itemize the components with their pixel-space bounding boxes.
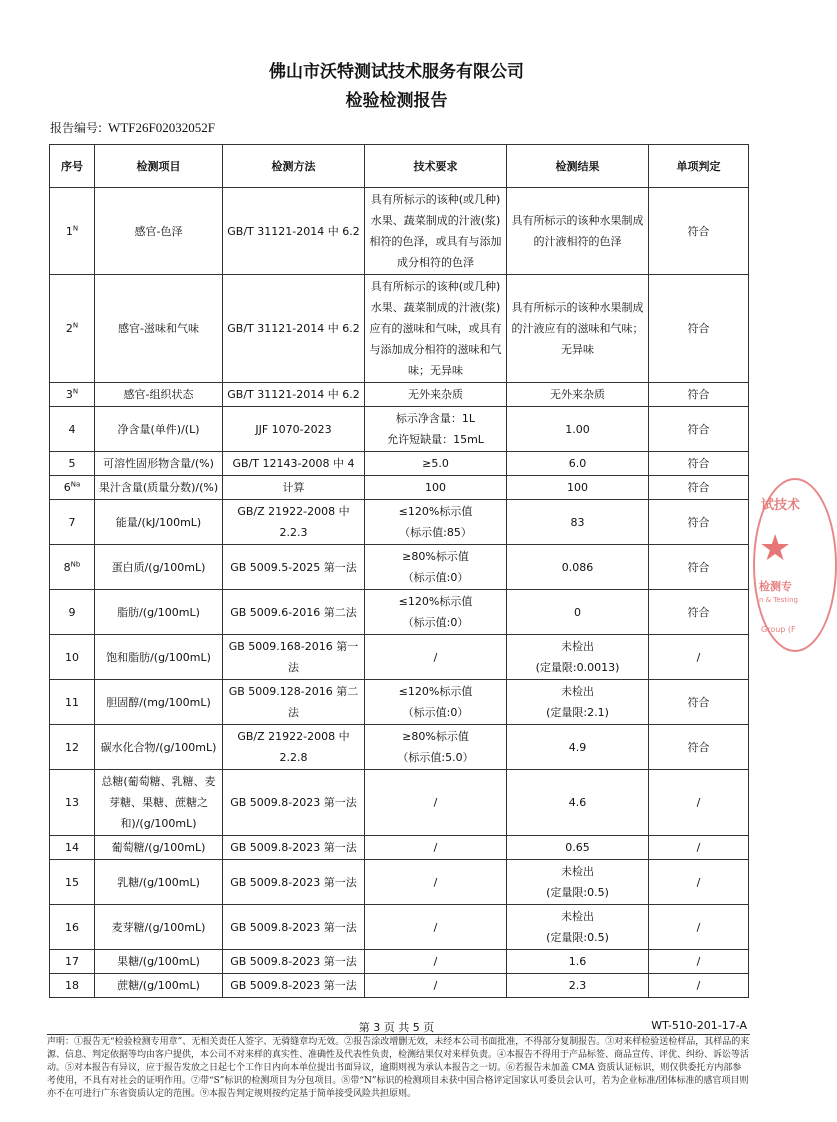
result-cell [507, 452, 649, 476]
test-method-cell [223, 383, 365, 407]
table-row [50, 974, 749, 998]
table-row [50, 545, 749, 590]
judgement-cell [649, 725, 749, 770]
test-item: 感官-滋味和气味 [118, 322, 199, 335]
test-method: GB 5009.8-2023 第一法 [230, 875, 357, 889]
row-number-cell [50, 680, 95, 725]
table-row [50, 725, 749, 770]
result-cell [507, 188, 649, 275]
judgement: 符合 [687, 322, 710, 335]
stamp-text: Group (F [761, 625, 796, 634]
test-method-cell [223, 545, 365, 590]
judgement-cell [649, 383, 749, 407]
result-note: (定量限:0.5) [546, 886, 609, 899]
test-item-cell [95, 950, 223, 974]
requirement-cell [365, 770, 507, 836]
row-number-cell [50, 974, 95, 998]
stamp-text: 检测专 [759, 580, 792, 593]
company-seal-stamp [753, 478, 837, 652]
judgement: 符合 [687, 695, 710, 709]
test-item-cell [95, 545, 223, 590]
judgement-cell [649, 680, 749, 725]
test-item-cell [95, 905, 223, 950]
result: 未检出 [561, 685, 594, 698]
test-method: GB/Z 21922-2008 中 2.2.3 [237, 505, 350, 539]
form-code: WT-510-201-17-A [651, 1019, 747, 1032]
row-number-cell [50, 725, 95, 770]
result: 未检出 [561, 640, 594, 653]
result-note: (定量限:0.0013) [535, 661, 620, 674]
requirement: ≤120%标示值 [398, 505, 473, 518]
judgement-cell [649, 836, 749, 860]
row-number-mark: N [72, 387, 79, 396]
judgement-cell [649, 452, 749, 476]
col-header-item: 检测项目 [95, 145, 223, 188]
result-note: (定量限:2.1) [546, 706, 609, 719]
table-row [50, 452, 749, 476]
test-item: 总糖(葡萄糖、乳糖、麦芽糖、果糖、蔗糖之和)/(g/100mL) [101, 775, 216, 830]
test-item-cell [95, 860, 223, 905]
test-item: 能量/(kJ/100mL) [115, 515, 202, 529]
requirement-cell [365, 635, 507, 680]
row-number: 11 [65, 695, 79, 709]
result-cell [507, 635, 649, 680]
test-method-cell [223, 680, 365, 725]
test-item-cell [95, 725, 223, 770]
test-method-cell [223, 836, 365, 860]
test-item-cell [95, 635, 223, 680]
table-row [50, 635, 749, 680]
test-method: GB 5009.128-2016 第二法 [228, 685, 359, 719]
row-number: 5 [68, 457, 76, 470]
requirement-cell [365, 974, 507, 998]
requirement-cell [365, 383, 507, 407]
test-method-cell [223, 476, 365, 500]
row-number: 18 [65, 979, 79, 992]
test-item: 可溶性固形物含量/(%) [103, 457, 214, 470]
result-cell [507, 275, 649, 383]
result-cell [507, 680, 649, 725]
test-item: 蔗糖/(g/100mL) [117, 979, 200, 992]
requirement: 100 [425, 481, 446, 494]
test-method: GB 5009.5-2025 第一法 [230, 560, 357, 574]
row-number: 1 [65, 224, 73, 238]
judgement-cell [649, 188, 749, 275]
requirement: ≥80%标示值 [402, 550, 469, 563]
test-method-cell [223, 635, 365, 680]
result-cell [507, 725, 649, 770]
row-number: 12 [65, 740, 79, 754]
result-cell [507, 836, 649, 860]
requirement-note: 允许短缺量：15mL [387, 433, 484, 446]
result-cell [507, 974, 649, 998]
test-method-cell [223, 500, 365, 545]
requirement-cell [365, 950, 507, 974]
result: 无外来杂质 [550, 388, 605, 401]
requirement: 具有所标示的该种(或几种)水果、蔬菜制成的汁液(浆)应有的滋味和气味，或具有与添加成分相符的滋味和气味；无异味 [369, 280, 502, 377]
row-number-cell [50, 836, 95, 860]
requirement-cell [365, 725, 507, 770]
judgement: / [696, 650, 701, 664]
result: 4.6 [568, 796, 587, 809]
judgement: / [696, 920, 701, 934]
row-number-cell [50, 383, 95, 407]
table-row [50, 950, 749, 974]
judgement-cell [649, 974, 749, 998]
test-method: GB 5009.8-2023 第一法 [230, 920, 357, 934]
table-row [50, 275, 749, 383]
col-header-no: 序号 [50, 145, 95, 188]
stamp-text: n & Testing [759, 596, 798, 604]
judgement: 符合 [687, 481, 710, 494]
judgement-cell [649, 476, 749, 500]
judgement: 符合 [687, 457, 710, 470]
table-row [50, 188, 749, 275]
test-item-cell [95, 836, 223, 860]
report-number-label: 报告编号: [50, 121, 103, 135]
test-method-cell [223, 725, 365, 770]
judgement: / [696, 796, 701, 809]
requirement: / [433, 841, 438, 854]
requirement-cell [365, 500, 507, 545]
judgement: 符合 [687, 515, 710, 529]
row-number-mark: Na [70, 480, 81, 489]
requirement: / [433, 920, 438, 934]
row-number: 17 [65, 955, 79, 968]
test-method-cell [223, 974, 365, 998]
judgement: 符合 [687, 422, 710, 436]
row-number-cell [50, 275, 95, 383]
row-number: 2 [65, 322, 73, 335]
result-cell [507, 590, 649, 635]
judgement: / [696, 875, 701, 889]
row-number: 8 [63, 560, 71, 574]
requirement-cell [365, 407, 507, 452]
requirement-note: （标示值:0） [402, 706, 469, 719]
report-number-value: WTF26F02032052F [108, 120, 215, 135]
result: 0.086 [561, 560, 594, 574]
test-item: 脂肪/(g/100mL) [117, 605, 200, 619]
requirement: / [433, 955, 438, 968]
test-item-cell [95, 188, 223, 275]
row-number-cell [50, 407, 95, 452]
requirement-cell [365, 545, 507, 590]
requirement: / [433, 796, 438, 809]
test-method-cell [223, 452, 365, 476]
report-title: 检验检测报告 [345, 91, 448, 111]
requirement: / [433, 650, 438, 664]
test-method: GB 5009.8-2023 第一法 [230, 796, 357, 809]
test-method-cell [223, 407, 365, 452]
test-method-cell [223, 950, 365, 974]
test-method: GB 5009.168-2016 第一法 [228, 640, 359, 674]
result-cell [507, 383, 649, 407]
judgement-cell [649, 770, 749, 836]
judgement: 符合 [687, 560, 710, 574]
test-item-cell [95, 452, 223, 476]
result-cell [507, 545, 649, 590]
result: 未检出 [561, 865, 594, 878]
requirement-note: （标示值:0） [402, 571, 469, 584]
footer-divider [47, 1034, 750, 1035]
judgement: / [696, 841, 701, 854]
test-item: 感官-组织状态 [123, 388, 194, 401]
test-item: 净含量(单件)/(L) [117, 422, 200, 436]
table-row [50, 407, 749, 452]
table-row [50, 383, 749, 407]
row-number: 16 [65, 920, 79, 934]
test-item: 饱和脂肪/(g/100mL) [106, 650, 211, 664]
judgement-cell [649, 905, 749, 950]
result: 100 [567, 481, 588, 494]
test-item-cell [95, 500, 223, 545]
result: 4.9 [568, 740, 587, 754]
company-name: 佛山市沃特测试技术服务有限公司 [269, 62, 524, 82]
judgement-cell [649, 545, 749, 590]
result-cell [507, 500, 649, 545]
row-number-cell [50, 950, 95, 974]
disclaimer-text: 声明：①报告无“检验检测专用章”、无相关责任人签字、无骑缝章均无效。②报告涂改增删无效，未经本公司书面批准，不得部分复制报告。③对来样检验送检样品，其样品的来源、信息、判定依据等均由客户提供，本公司不对来样的真实性、准确性及代表性负责，检测结果仅对来样负责。④本报告不得用于产品标签、商品宣传、评优、纠纷、诉讼等活动。⑤对本报告有异议，应于报告发放之日起七个工作日内向本单位提出书面异议，逾期则视为承认本报告之一切。⑥若报告未加盖 CMA 资质认证标识，则仅供委托方内部参考使用，不具有对社会的证明作用。⑦带“S”标识的检测项目为分包项目。⑧带“N”标识的检测项目未获中国合格评定国家认可委员会认可，若为企业标准/团体标准的感官项目则亦不在可进行广东省资质认定的范围。⑨本报告判定规则按约定基于简单接受风险共担原则。 [47, 1037, 750, 1099]
requirement-note: （标示值:85） [399, 526, 472, 539]
result: 83 [570, 515, 585, 529]
row-number-cell [50, 188, 95, 275]
row-number: 13 [65, 796, 79, 809]
test-item-cell [95, 974, 223, 998]
test-method: JJF 1070-2023 [255, 422, 332, 436]
result-cell [507, 770, 649, 836]
row-number-cell [50, 500, 95, 545]
requirement: 无外来杂质 [408, 388, 463, 401]
col-header-result: 检测结果 [507, 145, 649, 188]
row-number-cell [50, 905, 95, 950]
judgement: 符合 [687, 740, 710, 754]
result-cell [507, 407, 649, 452]
row-number-cell [50, 452, 95, 476]
test-method: GB 5009.6-2016 第二法 [230, 605, 357, 619]
test-method: GB 5009.8-2023 第一法 [230, 955, 357, 968]
test-item: 葡萄糖/(g/100mL) [111, 841, 206, 854]
report-number [50, 119, 215, 136]
judgement-cell [649, 950, 749, 974]
test-item: 胆固醇/(mg/100mL) [106, 695, 211, 709]
result-cell [507, 860, 649, 905]
requirement-cell [365, 476, 507, 500]
test-method-cell [223, 590, 365, 635]
row-number: 7 [68, 515, 76, 529]
judgement: 符合 [687, 388, 710, 401]
table-row [50, 500, 749, 545]
row-number-mark: N [72, 223, 79, 232]
test-method: GB 5009.8-2023 第一法 [230, 979, 357, 992]
table-row [50, 770, 749, 836]
test-method: GB/T 12143-2008 中 4 [232, 457, 355, 470]
result: 6.0 [568, 457, 587, 470]
table-header-row [50, 145, 749, 188]
result: 0 [574, 605, 581, 619]
judgement-cell [649, 590, 749, 635]
requirement-cell [365, 905, 507, 950]
requirement: / [433, 979, 438, 992]
row-number: 15 [65, 875, 79, 889]
test-item-cell [95, 590, 223, 635]
test-method-cell [223, 770, 365, 836]
result-cell [507, 476, 649, 500]
test-item: 蛋白质/(g/100mL) [111, 560, 206, 574]
row-number: 10 [65, 650, 79, 664]
judgement: / [696, 979, 701, 992]
test-item: 麦芽糖/(g/100mL) [111, 920, 206, 934]
requirement-cell [365, 188, 507, 275]
test-method-cell [223, 275, 365, 383]
judgement-cell [649, 635, 749, 680]
judgement: / [696, 955, 701, 968]
test-method: 计算 [282, 481, 305, 494]
test-method: GB/T 31121-2014 中 6.2 [227, 224, 360, 238]
judgement: 符合 [687, 224, 710, 238]
test-item: 碳水化合物/(g/100mL) [100, 740, 217, 754]
requirement: ≤120%标示值 [398, 685, 473, 698]
row-number: 9 [68, 605, 76, 619]
requirement-cell [365, 836, 507, 860]
table-row [50, 476, 749, 500]
row-number-cell [50, 635, 95, 680]
requirement: 标示净含量：1L [395, 412, 476, 425]
page-number: 第 3 页 共 5 页 [358, 1021, 435, 1034]
col-header-method: 检测方法 [223, 145, 365, 188]
row-number: 14 [65, 841, 79, 854]
requirement-cell [365, 680, 507, 725]
requirement: ≥5.0 [422, 457, 449, 470]
row-number: 6 [63, 481, 71, 494]
requirement: ≤120%标示值 [398, 595, 473, 608]
test-item-cell [95, 275, 223, 383]
result-cell [507, 905, 649, 950]
judgement-cell [649, 407, 749, 452]
result: 具有所标示的该种水果制成的汁液相符的色泽 [511, 214, 644, 248]
result: 具有所标示的该种水果制成的汁液应有的滋味和气味；无异味 [511, 301, 644, 356]
judgement-cell [649, 500, 749, 545]
col-header-judgement: 单项判定 [649, 145, 749, 188]
test-item-cell [95, 407, 223, 452]
requirement-cell [365, 275, 507, 383]
requirement: ≥80%标示值 [402, 730, 469, 743]
test-item: 果汁含量(质量分数)/(%) [98, 481, 219, 494]
result: 1.00 [565, 422, 590, 436]
test-item-cell [95, 476, 223, 500]
star-icon: ★ [759, 528, 792, 569]
result: 1.6 [568, 955, 587, 968]
table-row [50, 590, 749, 635]
test-item: 感官-色泽 [134, 224, 183, 238]
row-number-cell [50, 476, 95, 500]
test-method-cell [223, 905, 365, 950]
table-row [50, 860, 749, 905]
result-note: (定量限:0.5) [546, 931, 609, 944]
test-method-cell [223, 188, 365, 275]
requirement-cell [365, 452, 507, 476]
test-method: GB/Z 21922-2008 中 2.2.8 [237, 730, 350, 764]
row-number-cell [50, 860, 95, 905]
requirement: 具有所标示的该种(或几种)水果、蔬菜制成的汁液(浆)相符的色泽，或具有与添加成分相符的色泽 [369, 193, 502, 269]
table-row [50, 905, 749, 950]
judgement: 符合 [687, 605, 710, 619]
row-number: 3 [65, 388, 73, 401]
test-method: GB/T 31121-2014 中 6.2 [227, 322, 360, 335]
requirement-cell [365, 860, 507, 905]
test-method: GB/T 31121-2014 中 6.2 [227, 388, 360, 401]
row-number-cell [50, 770, 95, 836]
result: 2.3 [568, 979, 587, 992]
requirement-note: （标示值:0） [402, 616, 469, 629]
requirement-note: （标示值:5.0） [397, 751, 474, 764]
test-item: 乳糖/(g/100mL) [117, 875, 200, 889]
row-number-mark: Nb [70, 559, 81, 568]
result: 0.65 [565, 841, 590, 854]
result-cell [507, 950, 649, 974]
row-number: 4 [68, 422, 76, 436]
table-row [50, 836, 749, 860]
col-header-requirement: 技术要求 [365, 145, 507, 188]
row-number-cell [50, 590, 95, 635]
judgement-cell [649, 275, 749, 383]
test-item: 果糖/(g/100mL) [117, 955, 200, 968]
row-number-cell [50, 545, 95, 590]
stamp-text: 试技术 [761, 498, 801, 513]
table-row [50, 680, 749, 725]
test-item-cell [95, 770, 223, 836]
results-table [49, 144, 749, 998]
test-item-cell [95, 383, 223, 407]
test-item-cell [95, 680, 223, 725]
requirement: / [433, 875, 438, 889]
test-method: GB 5009.8-2023 第一法 [230, 841, 357, 854]
row-number-mark: N [72, 321, 79, 330]
result: 未检出 [561, 910, 594, 923]
test-method-cell [223, 860, 365, 905]
requirement-cell [365, 590, 507, 635]
judgement-cell [649, 860, 749, 905]
